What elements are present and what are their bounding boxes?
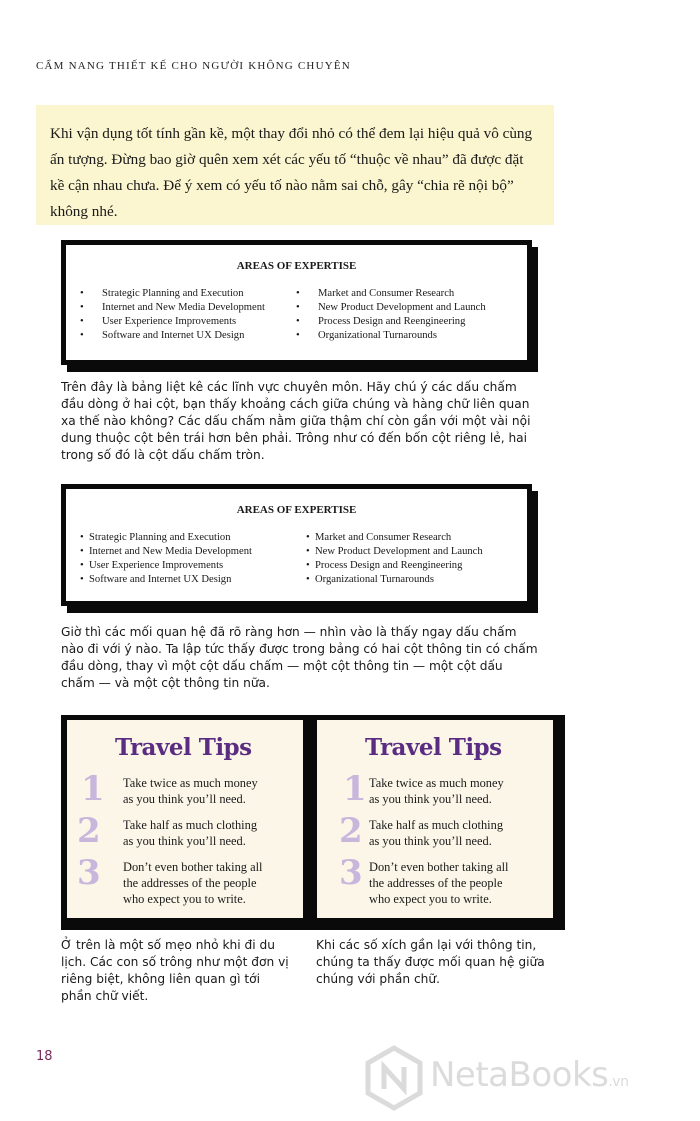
- watermark: [364, 1043, 684, 1113]
- tip-text: Take half as much clothing as you think you’ll need.: [123, 818, 258, 848]
- bullet: •: [296, 330, 300, 341]
- list-item: • Strategic Planning and Execution: [80, 288, 244, 299]
- list-item: • New Product Development and Launch: [306, 546, 483, 557]
- right-column: [296, 287, 486, 343]
- list-item: • Market and Consumer Research: [306, 532, 452, 543]
- travel-tips-before: [67, 720, 303, 918]
- bullet: •: [296, 288, 300, 299]
- bullet: •: [80, 546, 84, 557]
- caption-after: Giờ thì các mối quan hệ đã rõ ràng hơn — nhìn vào là thấy ngay dấu chấm nào đi với ý nào. Ta lập tức thấy được trong bảng có hai cột thông tin có chấm đầu dòng, thay vì một cột dấu chấm — một cột thông tin — một cột dấu chấm — và một cột thông tin nữa.: [61, 625, 538, 690]
- list-item: • New Product Development and Launch: [296, 302, 486, 313]
- tip-number: 1: [343, 769, 367, 809]
- tip-text: Take half as much clothing as you think you’ll need.: [369, 818, 504, 848]
- left-column: [80, 287, 265, 343]
- box-title: AREAS OF EXPERTISE: [236, 260, 357, 272]
- page-number: 18: [36, 1049, 53, 1064]
- bullet: •: [80, 532, 84, 543]
- caption-before: Trên đây là bảng liệt kê các lĩnh vực chuyên môn. Hãy chú ý các dấu chấm đầu dòng ở hai cột, bạn thấy khoảng cách giữa chúng và hàng chữ liên quan xa thế nào không? Các dấu chấm nằm giữa thậm chí còn gần với một vài nội dung thuộc cột bên trái hơn bên phải. Trông như có đến bốn cột riêng lẻ, hai trong số đó là cột dấu chấm tròn.: [61, 380, 531, 462]
- travel-tips-after: [317, 720, 553, 918]
- list-item: • Market and Consumer Research: [296, 288, 455, 299]
- netabooks-logo-icon: [364, 1045, 424, 1111]
- bullet: •: [306, 574, 310, 585]
- box-title: AREAS OF EXPERTISE: [236, 504, 357, 516]
- left-column: [80, 531, 252, 587]
- list-item: • Process Design and Reengineering: [296, 316, 466, 327]
- tip-text: Take twice as much money as you think you’ll need.: [123, 776, 258, 806]
- tip-text: Take twice as much money as you think you’ll need.: [369, 776, 504, 806]
- bullet: •: [80, 330, 84, 341]
- bullet: •: [80, 302, 84, 313]
- tip-text: Don’t even bother taking all the addresses of the people who expect you to write.: [123, 860, 263, 906]
- list-item: • User Experience Improvements: [80, 560, 224, 571]
- bullet: •: [306, 532, 310, 543]
- caption-tips-after: Khi các số xích gần lại với thông tin, chúng ta thấy được mối quan hệ giữa chúng với phần chữ.: [316, 938, 545, 986]
- bullet: •: [306, 560, 310, 571]
- expertise-box-before: [61, 240, 532, 365]
- tip-number: 3: [339, 853, 363, 893]
- bullet: •: [296, 302, 300, 313]
- bullet: •: [80, 316, 84, 327]
- list-item: • Process Design and Reengineering: [306, 560, 463, 571]
- list-item: • Organizational Turnarounds: [296, 330, 437, 341]
- tips-title: Travel Tips: [365, 734, 502, 761]
- list-item: • Software and Internet UX Design: [80, 574, 232, 585]
- list-item: • Internet and New Media Development: [80, 302, 265, 313]
- list-item: • Internet and New Media Development: [80, 546, 252, 557]
- tip-number: 2: [77, 811, 101, 851]
- tips-title: Travel Tips: [115, 734, 252, 761]
- tip-number: 2: [339, 811, 363, 851]
- tip-number: 3: [77, 853, 101, 893]
- bullet: •: [80, 574, 84, 585]
- list-item: • Software and Internet UX Design: [80, 330, 245, 341]
- tip-text: Don’t even bother taking all the addresses of the people who expect you to write.: [369, 860, 509, 906]
- list-item: • Strategic Planning and Execution: [80, 532, 231, 543]
- list-item: • Organizational Turnarounds: [306, 574, 434, 585]
- expertise-box-after: [61, 484, 532, 606]
- bullet: •: [80, 288, 84, 299]
- running-header: CẨM NANG THIẾT KẾ CHO NGƯỜI KHÔNG CHUYÊN: [36, 60, 351, 72]
- travel-tips-frame: [61, 715, 565, 930]
- tip-number: 1: [81, 769, 105, 809]
- list-item: • User Experience Improvements: [80, 316, 237, 327]
- right-column: [306, 531, 483, 587]
- bullet: •: [80, 560, 84, 571]
- bullet: •: [296, 316, 300, 327]
- callout-box: Khi vận dụng tốt tính gần kề, một thay đổi nhỏ có thể đem lại hiệu quả vô cùng ấn tượng. Đừng bao giờ quên xem xét các yếu tố “thuộc về nhau” đã được đặt kề cận nhau chưa. Để ý xem có yếu tố nào nằm sai chỗ, gây “chia rẽ nội bộ” không nhé.: [36, 105, 554, 225]
- watermark-text: NetaBooks.vn: [430, 1055, 629, 1095]
- caption-tips-before: Ở trên là một số mẹo nhỏ khi đi du lịch. Các con số trông như một đơn vị riêng biệt, không liên quan gì tới phần chữ viết.: [61, 938, 289, 1003]
- bullet: •: [306, 546, 310, 557]
